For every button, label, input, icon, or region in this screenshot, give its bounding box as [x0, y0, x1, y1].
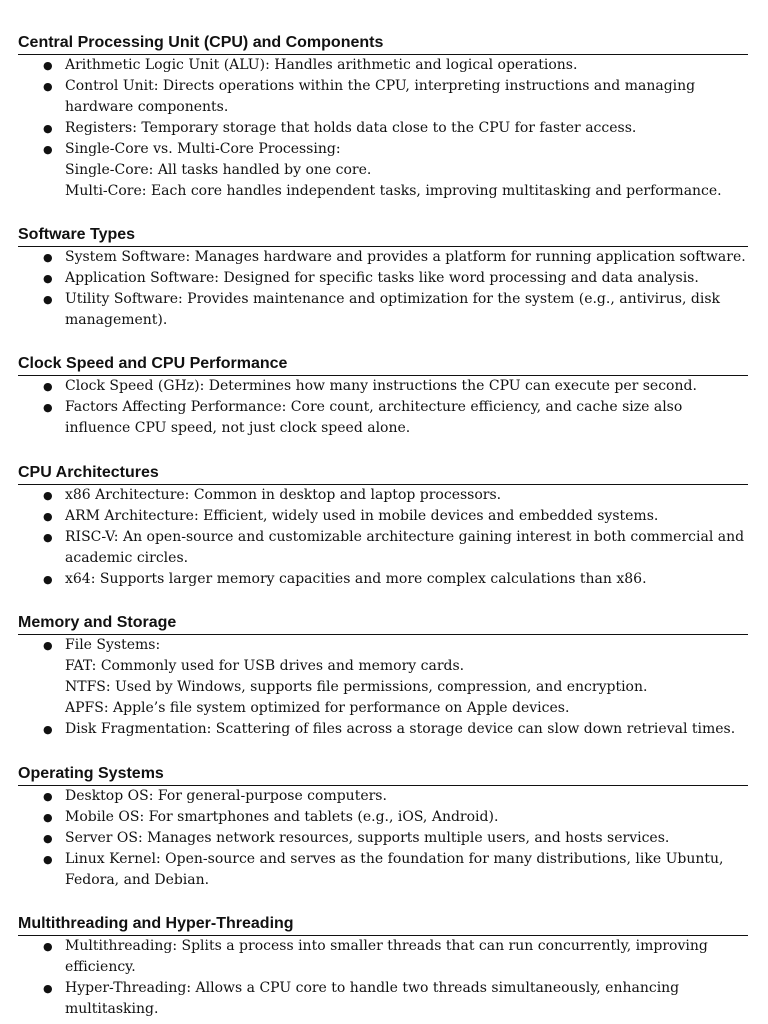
list-item: ● Registers: Temporary storage that holds data close to the CPU for faster access.: [18, 118, 748, 139]
section-clock-speed: [18, 354, 748, 439]
bullet-icon: ●: [43, 293, 53, 306]
sub-item: APFS: Apple’s file system optimized for performance on Apple devices.: [65, 700, 570, 716]
bullet-icon: ●: [43, 982, 53, 995]
bullet-icon: ●: [43, 639, 53, 652]
bullet-list: [18, 376, 748, 439]
bullet-icon: ●: [43, 811, 53, 824]
list-item: ● x64: Supports larger memory capacities and more complex calculations than x86.: [18, 569, 748, 590]
section-cpu-architectures: [18, 463, 748, 590]
bullet-icon: ●: [43, 531, 53, 544]
bullet-icon: ●: [43, 272, 53, 285]
section-heading: Multithreading and Hyper-Threading: [18, 914, 748, 936]
section-heading: Central Processing Unit (CPU) and Components: [18, 33, 748, 55]
list-item: ● Utility Software: Provides maintenance and optimization for the system (e.g., antivirus, disk management).: [43, 291, 720, 328]
list-item: ● Single-Core vs. Multi-Core Processing: Single-Core: All tasks handled by one core. Multi-Core: Each core handles independent tasks, improving multitasking and performance.: [18, 139, 748, 202]
sub-item: Multi-Core: Each core handles independent tasks, improving multitasking and performance.: [65, 183, 722, 199]
section-operating-systems: [18, 764, 748, 891]
section-heading: CPU Architectures: [18, 463, 748, 485]
bullet-icon: ●: [43, 723, 53, 736]
section-software-types: [18, 225, 748, 331]
list-item: ● x86 Architecture: Common in desktop and laptop processors.: [18, 485, 748, 506]
list-item: ● Server OS: Manages network resources, supports multiple users, and hosts services.: [18, 828, 748, 849]
bullet-icon: ●: [43, 573, 53, 586]
bullet-icon: ●: [43, 59, 53, 72]
sub-item: Single-Core: All tasks handled by one core.: [65, 162, 372, 178]
bullet-icon: ●: [43, 940, 53, 953]
list-item: ● Mobile OS: For smartphones and tablets (e.g., iOS, Android).: [18, 807, 748, 828]
bullet-icon: ●: [43, 143, 53, 156]
bullet-icon: ●: [43, 510, 53, 523]
bullet-list: [18, 247, 748, 331]
bullet-list: [18, 936, 748, 1020]
list-item: ● Factors Affecting Performance: Core count, architecture efficiency, and cache size also influence CPU speed, not just clock speed alone.: [43, 399, 683, 436]
sub-item: FAT: Commonly used for USB drives and memory cards.: [65, 658, 465, 674]
list-item: ● Arithmetic Logic Unit (ALU): Handles arithmetic and logical operations.: [18, 55, 748, 76]
list-item: ● Application Software: Designed for specific tasks like word processing and data analysis.: [18, 268, 748, 289]
section-cpu-components: [18, 33, 748, 202]
list-item: ● Linux Kernel: Open-source and serves as the foundation for many distributions, like Ubuntu, Fedora, and Debian.: [43, 851, 724, 888]
bullet-icon: ●: [43, 489, 53, 502]
bullet-icon: ●: [43, 401, 53, 414]
list-item: ● RISC-V: An open-source and customizable architecture gaining interest in both commercial and academic circles.: [43, 529, 745, 566]
list-item: ● ARM Architecture: Efficient, widely used in mobile devices and embedded systems.: [18, 506, 748, 527]
list-item: ● Multithreading: Splits a process into smaller threads that can run concurrently, improving efficiency.: [43, 938, 708, 975]
bullet-list: [18, 55, 748, 202]
bullet-icon: ●: [43, 853, 53, 866]
list-item: ● File Systems: FAT: Commonly used for USB drives and memory cards. NTFS: Used by Windows, supports file permissions, compression, and encryption. APFS: Apple’s file system optimized for performance on Apple devices.: [18, 635, 748, 719]
bullet-list: [18, 485, 748, 590]
list-item: ● Hyper-Threading: Allows a CPU core to handle two threads simultaneously, enhancing multitasking.: [43, 980, 680, 1017]
bullet-icon: ●: [43, 790, 53, 803]
list-item: ● Desktop OS: For general-purpose computers.: [18, 786, 748, 807]
list-item: ● Control Unit: Directs operations within the CPU, interpreting instructions and managing hardware components.: [43, 78, 696, 115]
sub-item: NTFS: Used by Windows, supports file permissions, compression, and encryption.: [65, 679, 648, 695]
section-memory-storage: [18, 613, 748, 740]
section-heading: Software Types: [18, 225, 748, 247]
list-item: ● System Software: Manages hardware and provides a platform for running application software.: [18, 247, 748, 268]
list-item: ● Disk Fragmentation: Scattering of files across a storage device can slow down retrieval times.: [18, 719, 748, 740]
section-heading: Clock Speed and CPU Performance: [18, 354, 748, 376]
bullet-icon: ●: [43, 251, 53, 264]
bullet-icon: ●: [43, 832, 53, 845]
bullet-list: [18, 635, 748, 740]
bullet-icon: ●: [43, 80, 53, 93]
section-multithreading: [18, 914, 748, 1020]
list-item: ● Clock Speed (GHz): Determines how many instructions the CPU can execute per second.: [18, 376, 748, 397]
section-heading: Memory and Storage: [18, 613, 748, 635]
bullet-icon: ●: [43, 122, 53, 135]
section-heading: Operating Systems: [18, 764, 748, 786]
bullet-list: [18, 786, 748, 891]
bullet-icon: ●: [43, 380, 53, 393]
